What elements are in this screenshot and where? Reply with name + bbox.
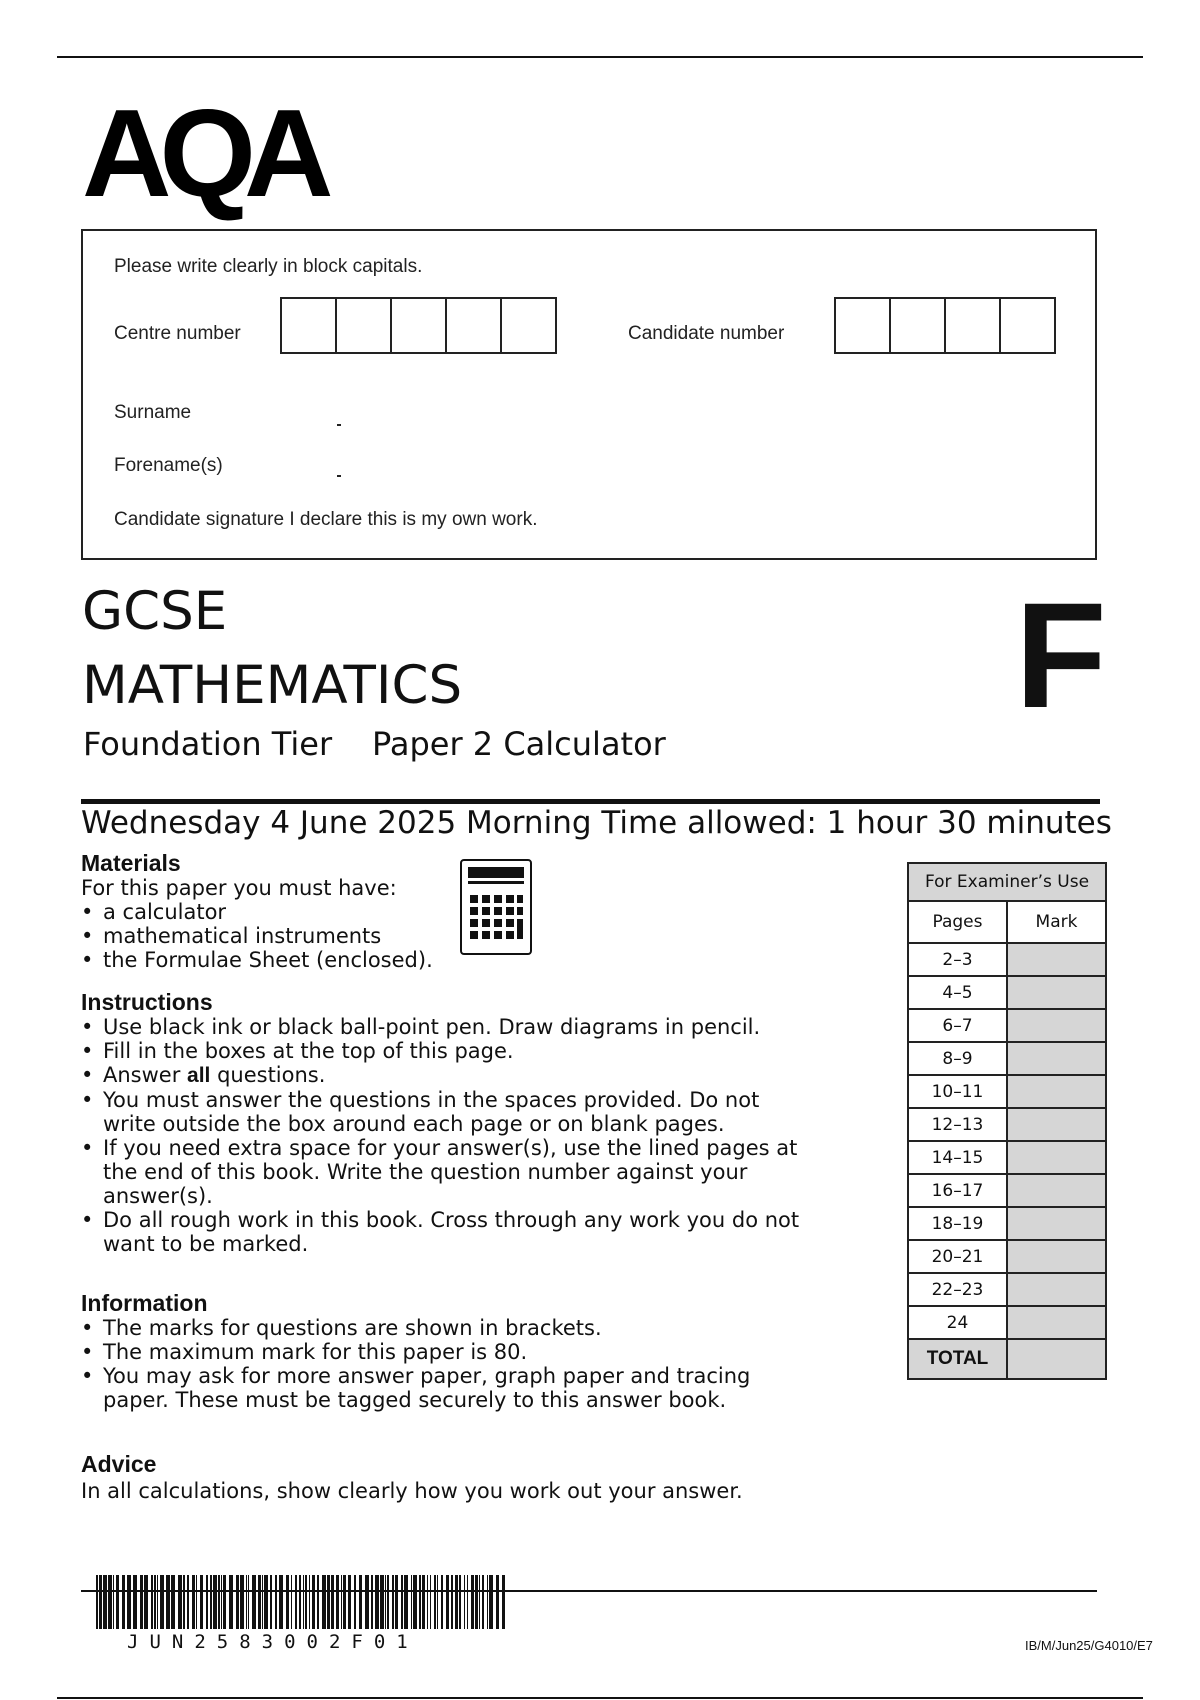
centre-number-label: Centre number	[114, 323, 241, 344]
instructions-section	[81, 989, 831, 1256]
list-item: • the Formulae Sheet (enclosed).	[81, 948, 841, 972]
mark-cell[interactable]	[1007, 1306, 1106, 1339]
list-item-text: Answer	[103, 1063, 188, 1087]
barcode-bar	[213, 1575, 217, 1629]
list-item: • a calculator	[81, 900, 841, 924]
list-item-text: questions.	[210, 1063, 326, 1087]
mark-cell[interactable]	[1007, 1141, 1106, 1174]
candidate-number-label: Candidate number	[628, 323, 785, 344]
barcode-bar	[411, 1575, 412, 1629]
total-row	[908, 1339, 1106, 1379]
mark-cell[interactable]	[1007, 1273, 1106, 1306]
calculator-icon	[460, 859, 532, 955]
mark-cell[interactable]	[1007, 1207, 1106, 1240]
pages-cell: 10–11	[908, 1075, 1007, 1108]
barcode-bar	[451, 1575, 453, 1629]
pages-cell: 24	[908, 1306, 1007, 1339]
pages-column-header: Pages	[908, 901, 1007, 943]
aqa-logo: AQA	[82, 85, 322, 223]
barcode-bar	[354, 1575, 356, 1629]
barcode	[96, 1575, 508, 1629]
barcode-bar	[380, 1575, 384, 1629]
barcode-bar	[258, 1575, 261, 1629]
table-row	[908, 1174, 1106, 1207]
candidate-number-digit-box[interactable]	[944, 297, 1001, 354]
barcode-bar	[113, 1575, 114, 1629]
barcode-bar	[248, 1575, 249, 1629]
barcode-bar	[151, 1575, 153, 1629]
barcode-bar	[157, 1575, 158, 1629]
barcode-bar	[99, 1575, 102, 1629]
advice-text: In all calculations, show clearly how you work out your answer.	[81, 1479, 743, 1503]
candidate-number-boxes	[834, 297, 1054, 354]
barcode-bar	[309, 1575, 310, 1629]
pages-cell: 4–5	[908, 976, 1007, 1009]
barcode-bar	[144, 1575, 148, 1629]
list-item: • Use black ink or black ball-point pen. Draw diagrams in pencil.	[81, 1015, 831, 1039]
barcode-bar	[187, 1575, 189, 1629]
barcode-bar	[496, 1575, 499, 1629]
barcode-bar	[192, 1575, 195, 1629]
paper-label: Paper 2 Calculator	[372, 725, 666, 763]
exam-dateline: Wednesday 4 June 2025 Morning Time allowed: 1 hour 30 minutes	[81, 805, 1112, 841]
list-item: • mathematical instruments	[81, 924, 841, 948]
barcode-bar	[122, 1575, 125, 1629]
barcode-bar	[475, 1575, 478, 1629]
total-mark-cell[interactable]	[1007, 1339, 1106, 1379]
list-item: • If you need extra space for your answer(s), use the lined pages at the end of this book. Write the question number against your answer(s).	[81, 1136, 831, 1208]
paper-reference: IB/M/Jun25/G4010/E7	[1025, 1638, 1153, 1653]
barcode-bar	[96, 1575, 98, 1629]
barcode-bar	[200, 1575, 203, 1629]
barcode-bar	[487, 1575, 488, 1629]
pages-cell: 12–13	[908, 1108, 1007, 1141]
barcode-bar	[471, 1575, 474, 1629]
barcode-bar	[166, 1575, 170, 1629]
barcode-bar	[229, 1575, 233, 1629]
list-item: • You must answer the questions in the spaces provided. Do not write outside the box around each page or on blank pages.	[81, 1088, 803, 1136]
barcode-bar	[419, 1575, 421, 1629]
barcode-bar	[108, 1575, 112, 1629]
barcode-bar	[502, 1575, 505, 1629]
candidate-number-digit-box[interactable]	[834, 297, 891, 354]
mark-cell[interactable]	[1007, 1009, 1106, 1042]
barcode-bar	[240, 1575, 244, 1629]
examiners-use-header: For Examiner’s Use	[908, 863, 1106, 901]
barcode-bar	[430, 1575, 431, 1629]
barcode-text: JUN2583002F01	[127, 1631, 419, 1653]
list-item: • Fill in the boxes at the top of this page.	[81, 1039, 831, 1063]
pages-cell: 8–9	[908, 1042, 1007, 1075]
tier-letter: F	[1015, 571, 1107, 739]
table-row	[908, 976, 1106, 1009]
centre-number-boxes	[280, 297, 555, 354]
barcode-bar	[299, 1575, 301, 1629]
table-row	[908, 1108, 1106, 1141]
tier-label: Foundation Tier	[83, 725, 333, 763]
subject-title: MATHEMATICS	[82, 655, 463, 716]
barcode-bar	[392, 1575, 394, 1629]
pages-cell: 18–19	[908, 1207, 1007, 1240]
title-divider	[81, 799, 1100, 804]
mark-cell[interactable]	[1007, 976, 1106, 1009]
barcode-bar	[206, 1575, 208, 1629]
barcode-bar	[210, 1575, 212, 1629]
centre-number-digit-box[interactable]	[390, 297, 447, 354]
centre-number-digit-box[interactable]	[280, 297, 337, 354]
pages-cell: 16–17	[908, 1174, 1007, 1207]
qualification-title: GCSE	[82, 581, 228, 642]
table-row	[908, 1141, 1106, 1174]
block-capitals-instruction: Please write clearly in block capitals.	[114, 256, 423, 277]
barcode-bar	[154, 1575, 156, 1629]
materials-heading: Materials	[81, 850, 181, 876]
barcode-bar	[303, 1575, 304, 1629]
pages-cell: 20–21	[908, 1240, 1007, 1273]
barcode-bar	[395, 1575, 398, 1629]
pages-cell: 2–3	[908, 943, 1007, 976]
barcode-bar	[365, 1575, 369, 1629]
barcode-bar	[455, 1575, 458, 1629]
mark-cell[interactable]	[1007, 943, 1106, 976]
instructions-heading: Instructions	[81, 989, 213, 1015]
bottom-rule	[57, 1697, 1143, 1699]
barcode-bar	[467, 1575, 468, 1629]
barcode-bar	[422, 1575, 425, 1629]
list-item	[81, 1063, 831, 1088]
centre-number-digit-box[interactable]	[445, 297, 502, 354]
barcode-bar	[437, 1575, 438, 1629]
barcode-bar	[178, 1575, 182, 1629]
surname-field[interactable]	[337, 424, 341, 426]
table-row	[908, 1009, 1106, 1042]
barcode-bar	[446, 1575, 449, 1629]
forename-field[interactable]	[337, 475, 341, 477]
list-item: • Do all rough work in this book. Cross through any work you do not want to be marked.	[81, 1208, 831, 1256]
examiners-use-table	[907, 862, 1107, 1380]
barcode-bar	[434, 1575, 436, 1629]
barcode-bar	[183, 1575, 185, 1629]
forename-label: Forename(s)	[114, 455, 223, 476]
mark-cell[interactable]	[1007, 1108, 1106, 1141]
barcode-bar	[270, 1575, 272, 1629]
barcode-bar	[133, 1575, 137, 1629]
pages-cell: 22–23	[908, 1273, 1007, 1306]
barcode-bar	[221, 1575, 222, 1629]
mark-cell[interactable]	[1007, 1174, 1106, 1207]
barcode-bar	[375, 1575, 379, 1629]
barcode-bar	[116, 1575, 119, 1629]
barcode-bar	[218, 1575, 220, 1629]
mark-cell[interactable]	[1007, 1075, 1106, 1108]
barcode-bar	[262, 1575, 263, 1629]
instructions-list	[81, 1015, 831, 1256]
barcode-bar	[343, 1575, 346, 1629]
barcode-bar	[140, 1575, 143, 1629]
barcode-bar	[427, 1575, 428, 1629]
barcode-bar	[236, 1575, 239, 1629]
barcode-bar	[171, 1575, 175, 1629]
barcode-bar	[264, 1575, 268, 1629]
advice-section	[81, 1451, 841, 1503]
table-row	[908, 1207, 1106, 1240]
barcode-bar	[336, 1575, 339, 1629]
centre-number-digit-box[interactable]	[500, 297, 557, 354]
barcode-bar	[385, 1575, 386, 1629]
barcode-bar	[246, 1575, 247, 1629]
barcode-bar	[279, 1575, 283, 1629]
barcode-bar	[286, 1575, 289, 1629]
barcode-bar	[327, 1575, 330, 1629]
information-heading: Information	[81, 1290, 208, 1316]
signature-label: Candidate signature I declare this is my own work.	[114, 509, 538, 530]
table-row	[908, 1075, 1106, 1108]
barcode-bar	[482, 1575, 484, 1629]
barcode-bar	[127, 1575, 131, 1629]
table-row	[908, 1042, 1106, 1075]
barcode-bar	[359, 1575, 362, 1629]
mark-cell[interactable]	[1007, 1042, 1106, 1075]
barcode-bar	[331, 1575, 334, 1629]
advice-heading: Advice	[81, 1451, 157, 1477]
barcode-bar	[413, 1575, 417, 1629]
information-list	[81, 1316, 761, 1412]
candidate-number-digit-box[interactable]	[999, 297, 1056, 354]
candidate-number-digit-box[interactable]	[889, 297, 946, 354]
barcode-bar	[322, 1575, 326, 1629]
centre-number-digit-box[interactable]	[335, 297, 392, 354]
barcode-bar	[459, 1575, 461, 1629]
surname-label: Surname	[114, 402, 192, 423]
total-label: TOTAL	[908, 1339, 1007, 1379]
barcode-bar	[387, 1575, 389, 1629]
barcode-bar	[295, 1575, 297, 1629]
table-row	[908, 1273, 1106, 1306]
barcode-bar	[160, 1575, 164, 1629]
barcode-bar	[489, 1575, 493, 1629]
table-row	[908, 943, 1106, 976]
barcode-bar	[305, 1575, 307, 1629]
table-row	[908, 1306, 1106, 1339]
mark-column-header: Mark	[1007, 901, 1106, 943]
barcode-bar	[479, 1575, 480, 1629]
barcode-bar	[103, 1575, 107, 1629]
barcode-bar	[404, 1575, 408, 1629]
barcode-bar	[317, 1575, 319, 1629]
list-item: • You may ask for more answer paper, graph paper and tracing paper. These must be tagged securely to this answer book.	[81, 1364, 761, 1412]
list-item: • The marks for questions are shown in brackets.	[81, 1316, 761, 1340]
barcode-bar	[341, 1575, 342, 1629]
pages-cell: 14–15	[908, 1141, 1007, 1174]
barcode-bar	[348, 1575, 351, 1629]
barcode-bar	[275, 1575, 277, 1629]
barcode-bar	[291, 1575, 292, 1629]
barcode-bar	[401, 1575, 403, 1629]
mark-cell[interactable]	[1007, 1240, 1106, 1273]
barcode-bar	[196, 1575, 197, 1629]
emphasis-text: all	[187, 1064, 211, 1087]
barcode-bar	[371, 1575, 373, 1629]
pages-cell: 6–7	[908, 1009, 1007, 1042]
information-section	[81, 1290, 761, 1412]
barcode-bar	[441, 1575, 443, 1629]
barcode-bar	[252, 1575, 256, 1629]
barcode-bar	[312, 1575, 315, 1629]
table-row	[908, 1240, 1106, 1273]
barcode-bar	[464, 1575, 465, 1629]
materials-intro: For this paper you must have:	[81, 876, 397, 900]
top-rule	[57, 56, 1143, 58]
list-item: • The maximum mark for this paper is 80.	[81, 1340, 761, 1364]
barcode-bar	[223, 1575, 226, 1629]
